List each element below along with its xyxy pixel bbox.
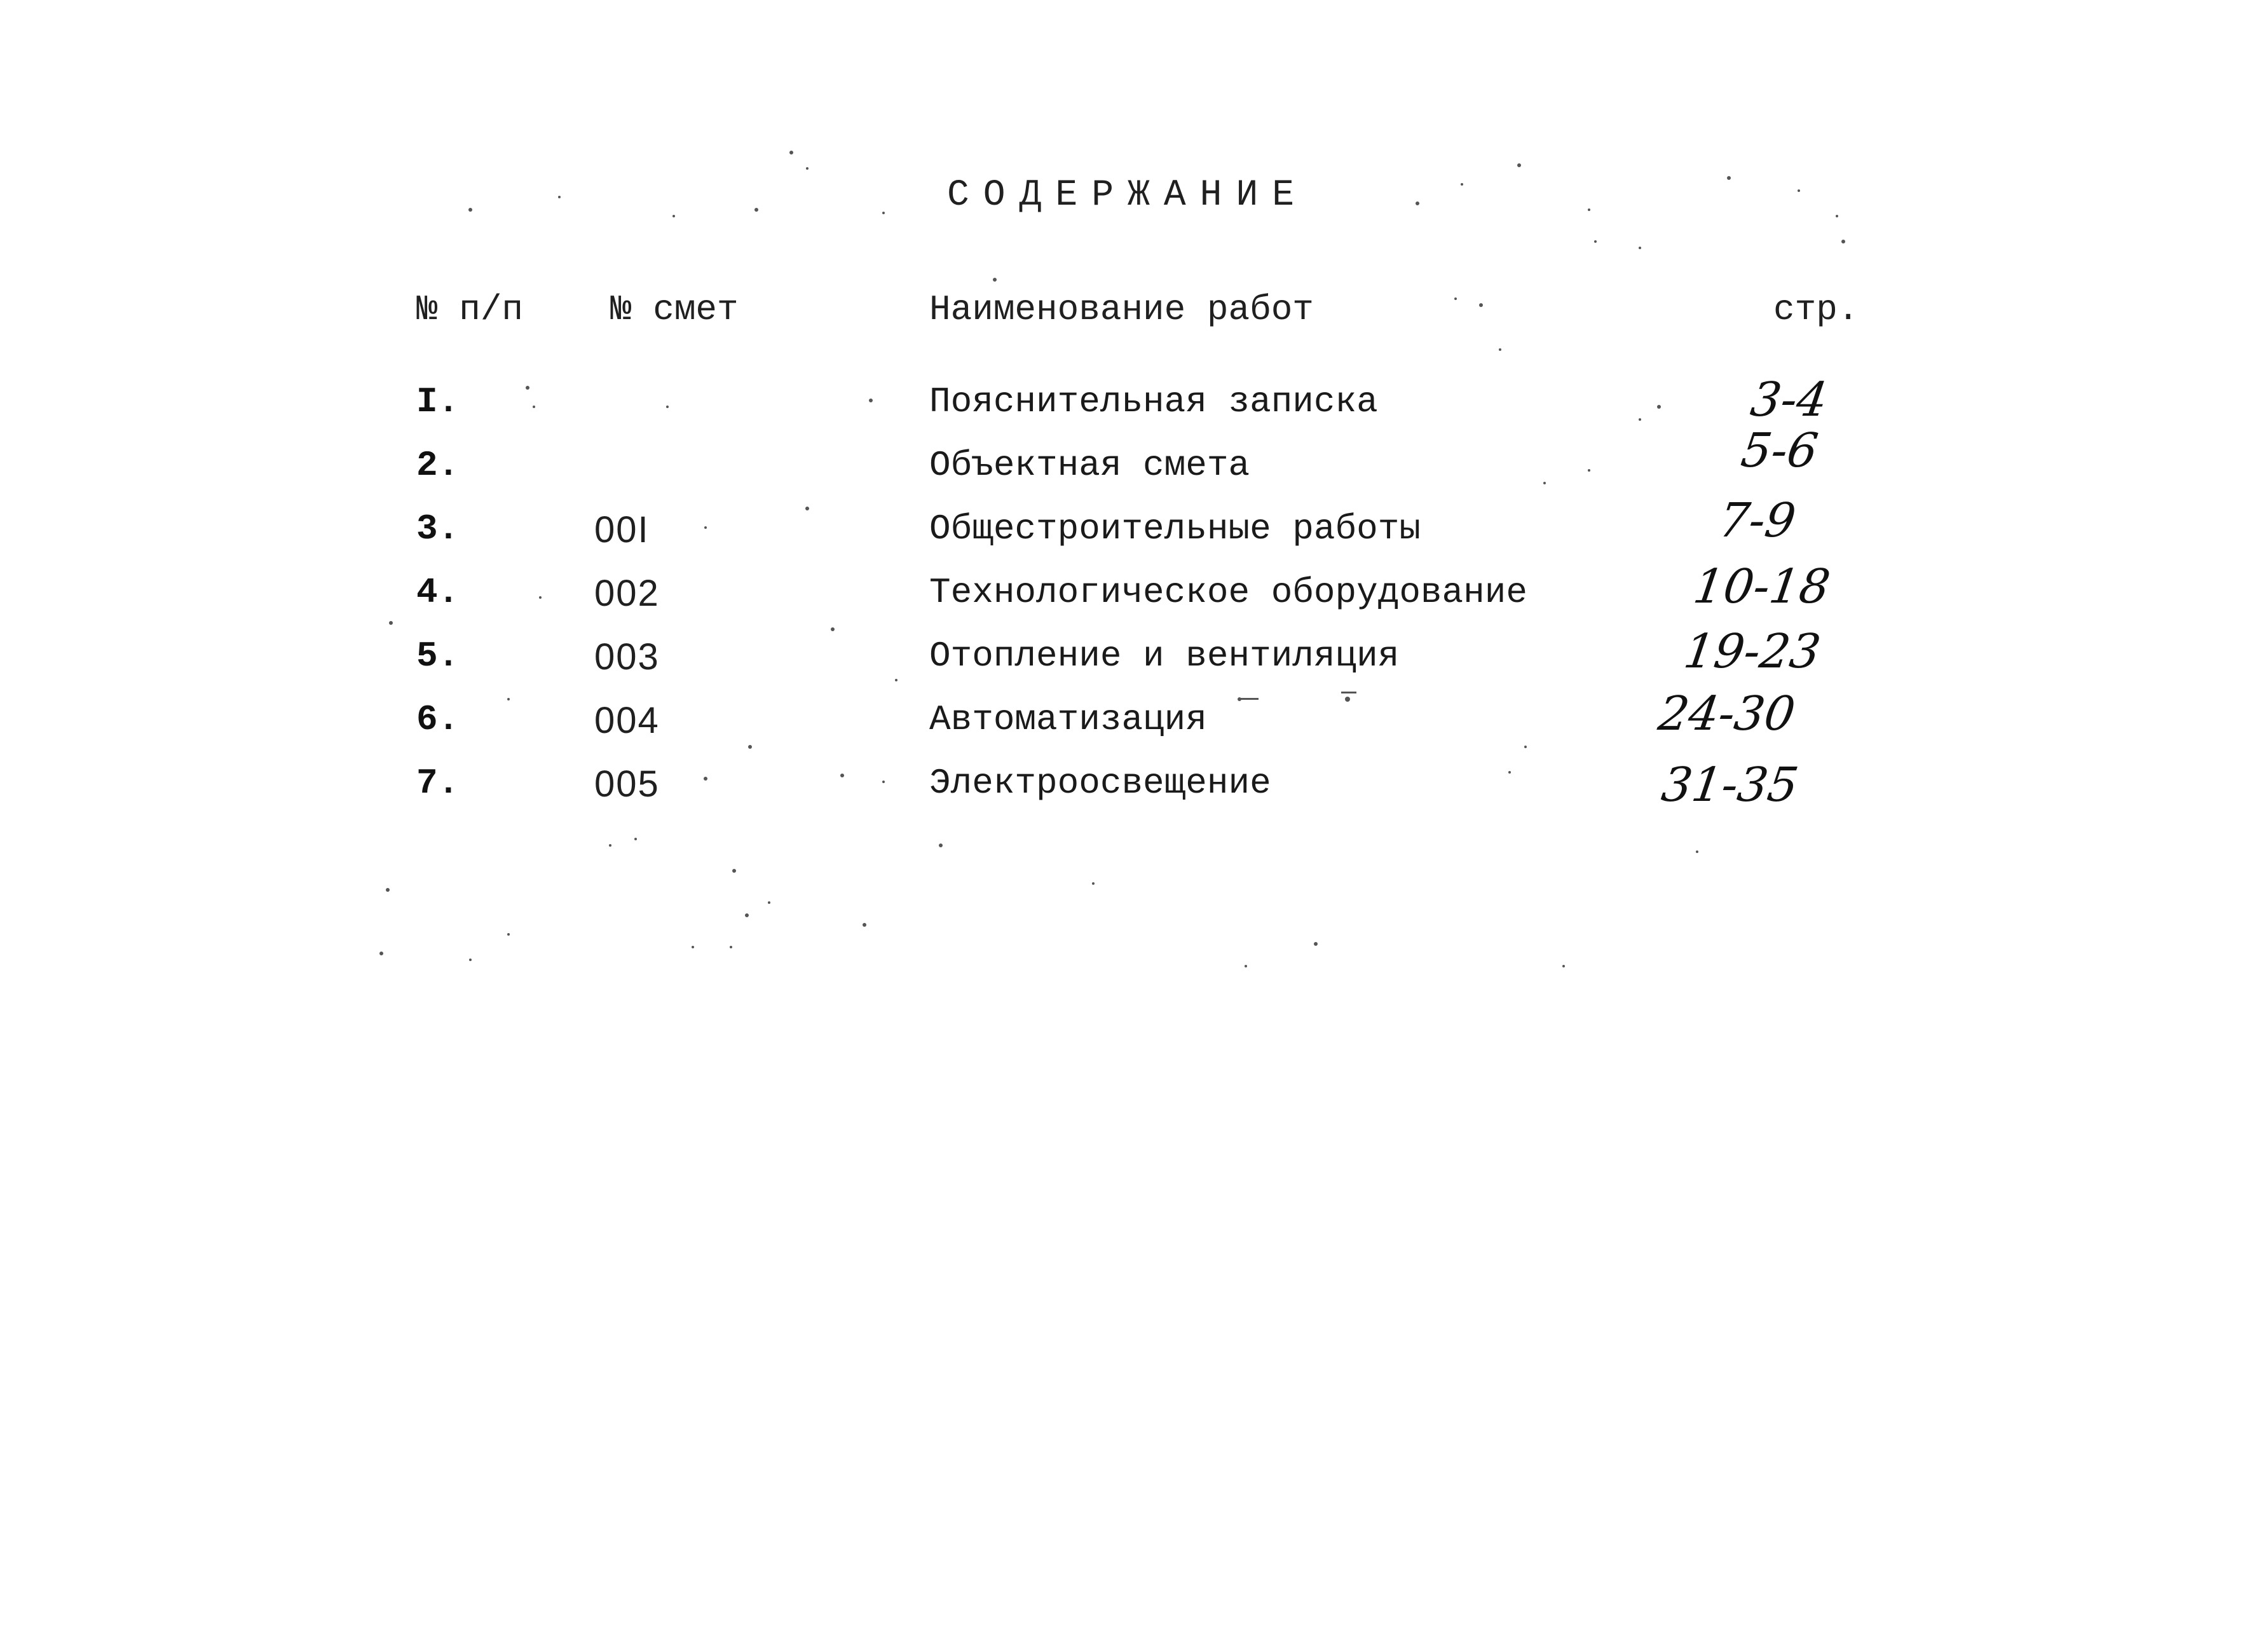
table-row [0,423,2252,509]
row-pages: 19-23 [1680,624,1824,679]
row-pages: 3-4 [1747,372,1831,427]
row-number: 5. [416,636,460,676]
table-row [0,624,2252,699]
table-row [0,758,2252,826]
table-row [0,686,2252,763]
table-row [0,372,2252,445]
row-name: Объектная смета [929,445,1250,486]
row-number: 7. [416,763,460,803]
row-estimate: 003 [594,636,660,678]
row-name: Технологическое оборудование [929,572,1527,613]
row-number: 2. [416,445,460,486]
row-estimate: 002 [594,573,660,614]
row-number: 4. [416,572,460,613]
header-estimate: № смет [610,289,739,330]
row-pages: 7-9 [1715,493,1799,548]
header-page: стр. [1773,289,1859,330]
row-estimate: 005 [594,763,660,805]
row-number: I. [416,381,460,422]
row-pages: 24-30 [1655,686,1799,741]
row-name: Пояснительная записка [929,381,1378,422]
row-number: 6. [416,699,460,740]
row-estimate: 00I [594,509,650,550]
header-number: № п/п [416,289,524,330]
document-title: СОДЕРЖАНИЕ [947,175,1309,216]
contents-table [0,372,2252,826]
row-number: 3. [416,509,460,549]
table-row [0,559,2252,636]
table-row [0,493,2252,572]
row-pages: 5-6 [1737,423,1822,478]
row-estimate: 004 [594,700,660,741]
row-pages: 31-35 [1658,758,1802,812]
row-name: Общестроительные работы [929,509,1421,549]
header-name: Наименование работ [929,289,1314,330]
row-name: Отопление и вентиляция [929,636,1400,676]
row-name: Электроосвещение [929,763,1271,803]
row-name: Автоматизация [929,699,1207,740]
row-pages: 10-18 [1689,559,1834,614]
